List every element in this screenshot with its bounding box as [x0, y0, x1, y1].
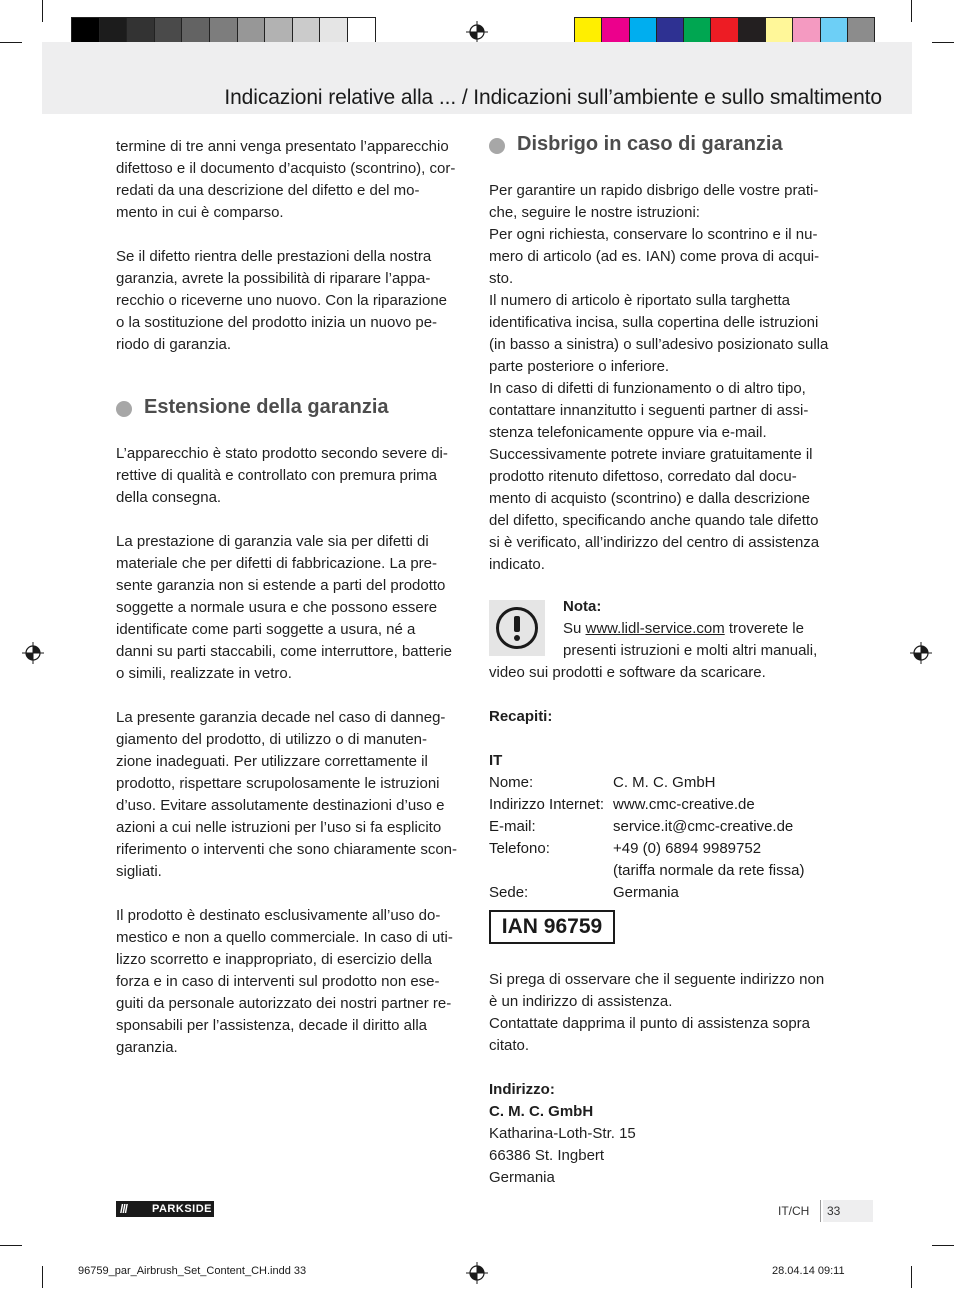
text-line: Successivamente potrete inviare gratuitamente il	[489, 446, 813, 463]
parkside-logo	[116, 1201, 214, 1217]
left-column-intro	[116, 136, 466, 356]
text-line: parte posteriore o inferiore.	[489, 358, 670, 375]
registration-mark-icon	[466, 1262, 488, 1284]
slug-date-info: 28.04.14 09:11	[772, 1265, 845, 1277]
text-line: che, seguire le nostre istruzioni:	[489, 204, 700, 221]
text-line: riferimento o interventi che sono chiaramente scon-	[116, 841, 458, 858]
note-prefix: Su	[563, 620, 586, 637]
contact-key: Sede:	[489, 884, 529, 901]
text-line: Si prega di osservare che il seguente indirizzo non	[489, 971, 825, 988]
text-line: Il numero di articolo è riportato sulla targhetta	[489, 292, 790, 309]
text-line: sigliati.	[116, 863, 162, 880]
text-line: sente garanzia non si estende a parti del prodotto	[116, 577, 446, 594]
page-number: 33	[823, 1200, 873, 1222]
color-swatch	[126, 17, 155, 45]
text-line: citato.	[489, 1037, 530, 1054]
color-swatch	[264, 17, 293, 45]
page-title: Indicazioni relative alla ... / Indicazioni sull’ambiente e sullo smaltimento	[224, 86, 882, 109]
crop-mark	[911, 1266, 912, 1288]
text-line: L’apparecchio è stato prodotto secondo severe di-	[116, 445, 448, 462]
exclamation-icon	[489, 600, 545, 656]
contact-key: Nome:	[489, 774, 534, 791]
logo-stripes: ///	[120, 1202, 128, 1216]
lidl-service-link[interactable]: www.lidl-service.com	[585, 620, 725, 637]
text-line: identificativa incisa, sulla copertina delle istruzioni	[489, 314, 819, 331]
left-column-body	[116, 443, 466, 1059]
contact-row	[489, 838, 804, 860]
text-line: identificate come parti soggette a usura, né a	[116, 621, 416, 638]
note-suffix: troverete le	[724, 620, 804, 637]
address-line: Germania	[489, 1169, 555, 1186]
color-swatch	[601, 17, 629, 45]
text-line: mero di articolo (ad es. IAN) come prova di acqui-	[489, 248, 820, 265]
note-line: presenti istruzioni e molti altri manuali,	[563, 642, 818, 659]
crop-mark	[0, 42, 22, 43]
text-line: rettive di qualità e controllato con premura prima	[116, 467, 437, 484]
text-line: Per garantire un rapido disbrigo delle vostre prati-	[489, 182, 819, 199]
color-swatch	[574, 17, 602, 45]
text-line: termine di tre anni venga presentato l’apparecchio	[116, 138, 449, 155]
contact-value: Germania	[613, 884, 679, 901]
contact-row	[489, 794, 804, 816]
note-last-line	[489, 662, 849, 684]
registration-mark-icon	[466, 21, 488, 43]
text-line: forza e in caso di interventi sul prodotto non ese-	[116, 973, 440, 990]
color-swatch	[71, 17, 100, 45]
text-line: indicato.	[489, 556, 545, 573]
text-line: garanzia.	[116, 1039, 178, 1056]
color-swatch	[738, 17, 766, 45]
color-swatch	[792, 17, 820, 45]
contact-key	[489, 860, 613, 882]
color-swatch	[237, 17, 266, 45]
crop-mark	[42, 0, 43, 22]
section-bullet-icon	[489, 138, 505, 154]
text-line: stenza telefonicamente oppure via e-mail.	[489, 424, 767, 441]
contact-key: Indirizzo Internet:	[489, 796, 605, 813]
color-swatch	[765, 17, 793, 45]
text-line: della consegna.	[116, 489, 222, 506]
contact-row	[489, 860, 804, 882]
text-line: giamento del prodotto, di utilizzo o di manuten-	[116, 731, 428, 748]
crop-mark	[932, 42, 954, 43]
address-label: Indirizzo:	[489, 1081, 555, 1098]
text-line: o la sostituzione del prodotto inizia un nuovo pe-	[116, 314, 438, 331]
text-line: danni su parti staccabili, come interruttore, batterie	[116, 643, 452, 660]
text-line: garanzia, avrete la possibilità di riparare l’appa-	[116, 270, 431, 287]
note-block	[563, 596, 853, 662]
color-swatch	[847, 17, 875, 45]
color-swatch	[209, 17, 238, 45]
text-line: prodotto, rispettare scrupolosamente le istruzioni	[116, 775, 440, 792]
text-line: d’uso. Evitare assolutamente destinazioni d’uso e	[116, 797, 445, 814]
registration-mark-icon	[910, 642, 932, 664]
process-color-bar	[575, 17, 875, 45]
color-swatch	[820, 17, 848, 45]
grayscale-color-bar	[72, 17, 376, 45]
note-line: video sui prodotti e software da scaricare.	[489, 664, 766, 681]
text-line: Il prodotto è destinato esclusivamente all’uso do-	[116, 907, 441, 924]
crop-mark	[932, 1245, 954, 1246]
text-line: sto.	[489, 270, 514, 287]
text-line: prodotto ritenuto difettoso, corredato dal docu-	[489, 468, 797, 485]
text-line: del difetto, specificando anche quando tale difetto	[489, 512, 819, 529]
text-line: Per ogni richiesta, conservare lo scontrino e il nu-	[489, 226, 818, 243]
text-line: guiti da personale autorizzato dei nostri partner re-	[116, 995, 452, 1012]
color-swatch	[629, 17, 657, 45]
contacts-label: Recapiti:	[489, 708, 553, 725]
text-line: Contattate dapprima il punto di assistenza sopra	[489, 1015, 811, 1032]
text-line: è un indirizzo di assistenza.	[489, 993, 673, 1010]
text-line: sponsabili per l’assistenza, decade il diritto alla	[116, 1017, 428, 1034]
text-line: zione inadeguati. Per utilizzare correttamente il	[116, 753, 428, 770]
contact-value: (tariffa normale da rete fissa)	[613, 862, 805, 879]
language-code: IT/CH	[778, 1204, 810, 1218]
text-line: La presente garanzia decade nel caso di danneg-	[116, 709, 446, 726]
registration-mark-icon	[22, 642, 44, 664]
address-company: C. M. C. GmbH	[489, 1103, 594, 1120]
address-line: Katharina-Loth-Str. 15	[489, 1125, 636, 1142]
contact-value: +49 (0) 6894 9989752	[613, 840, 762, 857]
text-line: si è verificato, all’indirizzo del centro di assistenza	[489, 534, 820, 551]
text-line: lizzo scorretto e inappropriato, di esercizio della	[116, 951, 432, 968]
section-title-estensione: Estensione della garanzia	[144, 396, 389, 418]
crop-mark	[911, 0, 912, 22]
section-title-disbrigo: Disbrigo in caso di garanzia	[517, 133, 783, 155]
ian-number-box: IAN 96759	[489, 910, 615, 944]
color-swatch	[347, 17, 376, 45]
text-line: soggette a normale usura e che possono essere	[116, 599, 438, 616]
section-bullet-icon	[116, 401, 132, 417]
contacts-table	[489, 772, 804, 904]
text-line: azioni a cui nelle istruzioni per l’uso si fa esplicito	[116, 819, 442, 836]
text-line: La prestazione di garanzia vale sia per difetti di	[116, 533, 429, 550]
text-line: mestico e non a quello commerciale. In caso di uti-	[116, 929, 453, 946]
note-title: Nota:	[563, 598, 602, 615]
contact-value: service.it@cmc-creative.de	[613, 818, 794, 835]
address-block	[489, 969, 849, 1189]
color-swatch	[319, 17, 348, 45]
country-code: IT	[489, 752, 503, 769]
contact-value: www.cmc-creative.de	[613, 796, 755, 813]
contact-row	[489, 772, 804, 794]
text-line: In caso di difetti di funzionamento o di altro tipo,	[489, 380, 806, 397]
text-line: redati da una descrizione del difetto e del mo-	[116, 182, 420, 199]
text-line: (in basso a sinistra) o sull’adesivo posizionato sulla	[489, 336, 829, 353]
color-swatch	[656, 17, 684, 45]
color-swatch	[710, 17, 738, 45]
color-swatch	[99, 17, 128, 45]
text-line: difettoso e il documento d’acquisto (scontrino), cor-	[116, 160, 456, 177]
contact-value: C. M. C. GmbH	[613, 774, 716, 791]
crop-mark	[0, 1245, 22, 1246]
color-swatch	[181, 17, 210, 45]
contact-row	[489, 882, 804, 904]
address-line: 66386 St. Ingbert	[489, 1147, 605, 1164]
contact-key: E-mail:	[489, 818, 536, 835]
color-swatch	[292, 17, 321, 45]
contact-row	[489, 816, 804, 838]
brand-name: PARKSIDE	[151, 1203, 212, 1215]
contacts-heading	[489, 706, 789, 772]
text-line: o simili, realizzate in vetro.	[116, 665, 292, 682]
contact-key: Telefono:	[489, 840, 550, 857]
color-swatch	[154, 17, 183, 45]
text-line: mento in cui è comparso.	[116, 204, 284, 221]
footer-divider	[820, 1200, 821, 1222]
text-line: materiale che per difetti di fabbricazione. La pre-	[116, 555, 438, 572]
text-line: mento di acquisto (scontrino) e dalla descrizione	[489, 490, 810, 507]
text-line: Se il difetto rientra delle prestazioni della nostra	[116, 248, 432, 265]
color-swatch	[683, 17, 711, 45]
text-line: contattare innanzitutto i seguenti partner di assi-	[489, 402, 809, 419]
text-line: riodo di garanzia.	[116, 336, 232, 353]
right-column-body	[489, 180, 844, 576]
crop-mark	[42, 1266, 43, 1288]
slug-file-info: 96759_par_Airbrush_Set_Content_CH.indd 33	[78, 1265, 307, 1277]
note-line	[563, 618, 853, 640]
text-line: recchio o riceverne uno nuovo. Con la riparazione	[116, 292, 448, 309]
